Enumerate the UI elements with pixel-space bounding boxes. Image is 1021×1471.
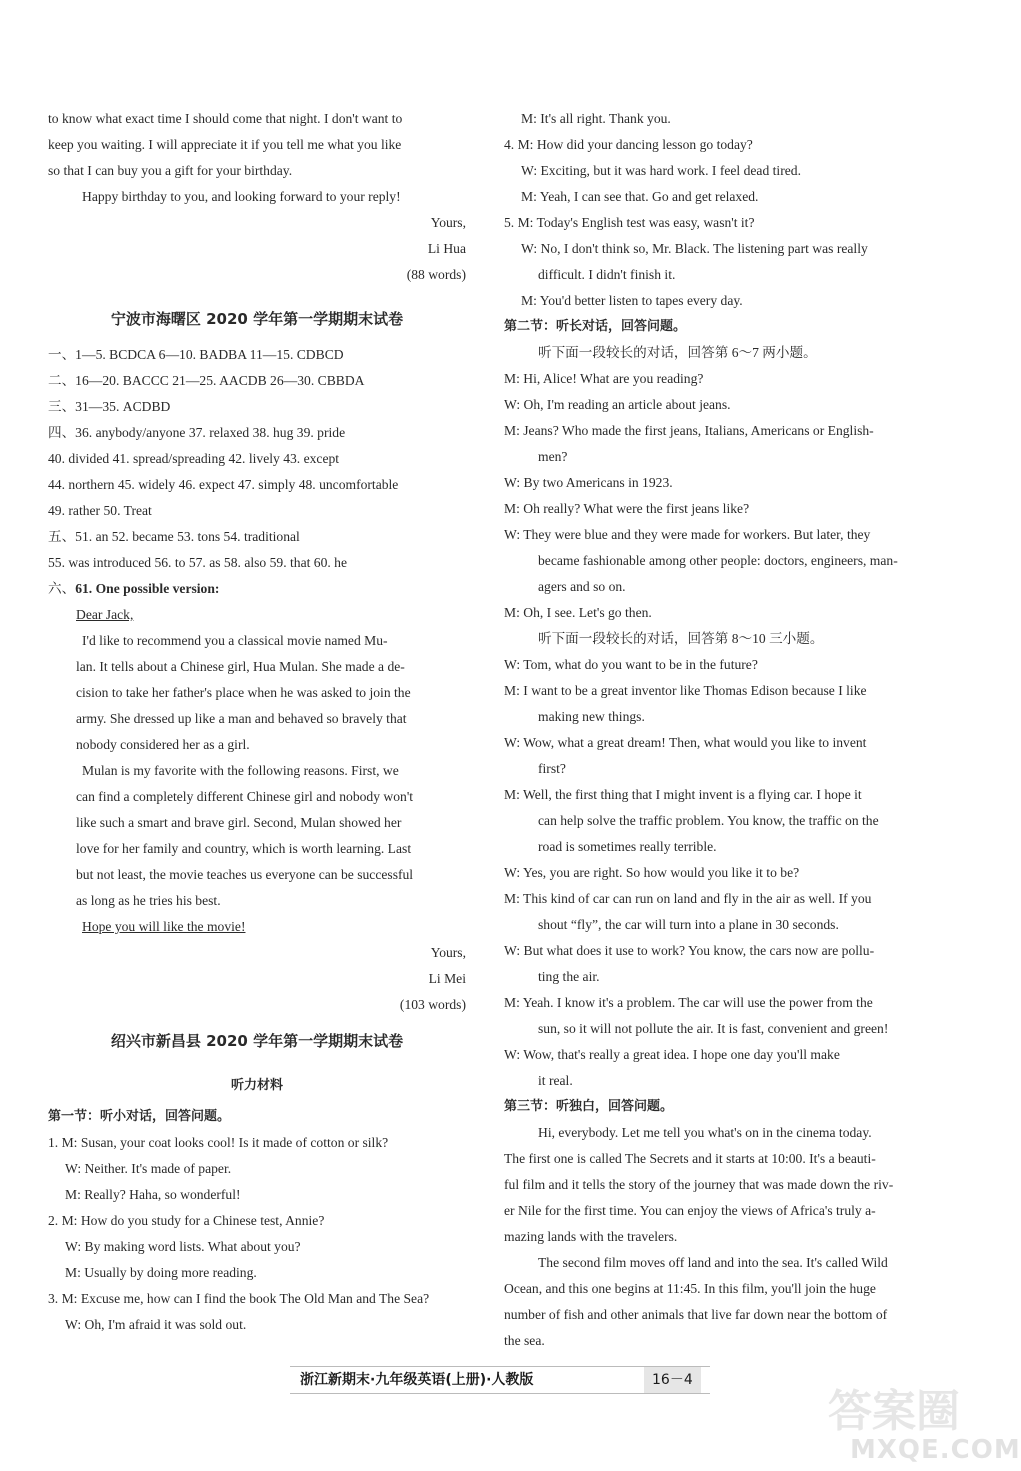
text-line: er Nile for the first time. You can enjoy the views of Africa's truly a- [504, 1203, 876, 1218]
answer-line: 49. rather 50. Treat [48, 503, 152, 518]
letter-closing: Happy birthday to you, and looking forward to your reply! [82, 189, 401, 204]
text-line: number of fish and other animals that live far down near the bottom of [504, 1307, 888, 1322]
part2-title: 第二节：听长对话，回答问题。 [504, 319, 687, 334]
dialogue-line: became fashionable among other people: doctors, engineers, man- [538, 553, 898, 568]
watermark-logo: 答案圈 [828, 1386, 960, 1437]
answer-line: 三、31—35. ACDBD [48, 399, 171, 414]
text-line: cision to take her father's place when he was asked to join the [76, 685, 411, 700]
text-line: mazing lands with the travelers. [504, 1229, 678, 1244]
letter-yours: Yours, [430, 945, 466, 960]
answer-line: 四、36. anybody/anyone 37. relaxed 38. hug 39. pride [48, 425, 346, 440]
letter-closing: Hope you will like the movie! [82, 919, 246, 934]
text-line: keep you waiting. I will appreciate it if you tell me what you like [48, 137, 402, 152]
watermark [820, 1375, 1021, 1465]
dialogue-line: W: They were blue and they were made for workers. But later, they [504, 527, 871, 542]
dialogue-line: M: It's all right. Thank you. [521, 111, 671, 126]
dialogue-line: road is sometimes really terrible. [538, 839, 717, 854]
answer-line: 二、16—20. BACCC 21—25. AACDB 26—30. CBBDA [48, 373, 365, 388]
instruction-line: 听下面一段较长的对话，回答第 6～7 两小题。 [538, 345, 817, 360]
dialogue-line: 4. M: How did your dancing lesson go today? [504, 137, 753, 152]
page-number: 16－4 [644, 1367, 701, 1393]
dialogue-line: ting the air. [538, 969, 600, 984]
dialogue-line: men? [538, 449, 568, 464]
answer-line: 55. was introduced 56. to 57. as 58. also 59. that 60. he [48, 555, 348, 570]
dialogue-line: can help solve the traffic problem. You know, the traffic on the [538, 813, 879, 828]
part3-title: 第三节：听独白，回答问题。 [504, 1099, 674, 1114]
dialogue-line: M: You'd better listen to tapes every day. [521, 293, 743, 308]
dialogue-line: W: Tom, what do you want to be in the future? [504, 657, 758, 672]
word-count: (103 words) [399, 997, 466, 1012]
dialogue-line: W: But what does it use to work? You know, the cars now are pollu- [504, 943, 875, 958]
dialogue-line: agers and so on. [538, 579, 626, 594]
right-column [504, 106, 942, 1354]
text-line: I'd like to recommend you a classical movie named Mu- [82, 633, 388, 648]
text-line: army. She dressed up like a man and behaved so bravely that [76, 711, 407, 726]
dialogue-line: 2. M: How do you study for a Chinese test, Annie? [48, 1213, 325, 1228]
dialogue-line: W: Wow, what a great dream! Then, what would you like to invent [504, 735, 867, 750]
text-line: like such a smart and brave girl. Second, Mulan showed her [76, 815, 402, 830]
dialogue-line: M: Yeah. I know it's a problem. The car will use the power from the [504, 995, 873, 1010]
dialogue-line: M: Usually by doing more reading. [65, 1265, 257, 1280]
dialogue-line: M: This kind of car can run on land and fly in the air as well. If you [504, 891, 872, 906]
dialogue-line: W: No, I don't think so, Mr. Black. The listening part was really [521, 241, 868, 256]
dialogue-line: M: Really? Haha, so wonderful! [65, 1187, 241, 1202]
answer-line: 五、51. an 52. became 53. tons 54. traditional [48, 529, 300, 544]
dialogue-line: sun, so it will not pollute the air. It is fast, convenient and green! [538, 1021, 889, 1036]
book-title: 浙江新期末·九年级英语(上册)·人教版 [300, 1372, 534, 1388]
dialogue-line: M: I want to be a great inventor like Thomas Edison because I like [504, 683, 867, 698]
letter-yours: Yours, [430, 215, 466, 230]
question-61-heading [48, 576, 466, 602]
exam-title-shaoxing: 绍兴市新昌县 2020 学年第一学期期末试卷 [110, 1032, 404, 1050]
text-line: Ocean, and this one begins at 11:45. In this film, you'll join the huge [504, 1281, 876, 1296]
version-label: 61. One possible version: [75, 581, 220, 596]
letter-salutation: Dear Jack, [76, 607, 134, 622]
answer-line: 一、1—5. BCDCA 6—10. BADBA 11—15. CDBCD [48, 347, 344, 362]
instruction-line: 听下面一段较长的对话，回答第 8～10 三小题。 [538, 631, 824, 646]
dialogue-line: difficult. I didn't finish it. [538, 267, 676, 282]
text-line: love for her family and country, which is worth learning. Last [76, 841, 412, 856]
dialogue-line: W: Wow, that's really a great idea. I hope one day you'll make [504, 1047, 840, 1062]
text-line: Hi, everybody. Let me tell you what's on in the cinema today. [538, 1125, 872, 1140]
listening-material-title: 听力材料 [230, 1078, 283, 1093]
text-line: but not least, the movie teaches us everyone can be successful [76, 867, 414, 882]
dialogue-line: W: By making word lists. What about you? [65, 1239, 301, 1254]
dialogue-line: M: Hi, Alice! What are you reading? [504, 371, 704, 386]
word-count: (88 words) [406, 267, 466, 282]
dialogue-line: W: Exciting, but it was hard work. I feel dead tired. [521, 163, 801, 178]
dialogue-line: M: Well, the first thing that I might invent is a flying car. I hope it [504, 787, 862, 802]
text-line: The second film moves off land and into the sea. It's called Wild [538, 1255, 888, 1270]
dialogue-line: shout “fly”, the car will turn into a plane in 30 seconds. [538, 917, 839, 932]
dialogue-line: W: By two Americans in 1923. [504, 475, 673, 490]
text-line: to know what exact time I should come that night. I don't want to [48, 111, 403, 126]
answer-line: 44. northern 45. widely 46. expect 47. simply 48. uncomfortable [48, 477, 399, 492]
dialogue-line: M: Yeah, I can see that. Go and get relaxed. [521, 189, 759, 204]
text-line: so that I can buy you a gift for your birthday. [48, 163, 293, 178]
dialogue-line: it real. [538, 1073, 573, 1088]
dialogue-line: M: Jeans? Who made the first jeans, Italians, Americans or English- [504, 423, 874, 438]
part1-title: 第一节：听小对话，回答问题。 [48, 1109, 231, 1124]
text-line: The first one is called The Secrets and it starts at 10:00. It's a beauti- [504, 1151, 876, 1166]
text-line: ful film and it tells the story of the journey that was made down the riv- [504, 1177, 894, 1192]
dialogue-line: 1. M: Susan, your coat looks cool! Is it made of cotton or silk? [48, 1135, 389, 1150]
text-line: can find a completely different Chinese girl and nobody won't [76, 789, 414, 804]
text-line: lan. It tells about a Chinese girl, Hua Mulan. She made a de- [76, 659, 405, 674]
answer-line: 40. divided 41. spread/spreading 42. lively 43. except [48, 451, 340, 466]
text-line: Mulan is my favorite with the following reasons. First, we [82, 763, 399, 778]
dialogue-line: first? [538, 761, 566, 776]
exam-title-ningbo: 宁波市海曙区 2020 学年第一学期期末试卷 [110, 310, 404, 328]
dialogue-line: M: Oh, I see. Let's go then. [504, 605, 652, 620]
dialogue-line: 5. M: Today's English test was easy, wasn't it? [504, 215, 755, 230]
page-footer [290, 1366, 710, 1394]
letter-signature: Li Mei [428, 971, 466, 986]
section-marker: 六、 [48, 581, 76, 597]
dialogue-line: 3. M: Excuse me, how can I find the book The Old Man and The Sea? [48, 1291, 430, 1306]
dialogue-line: making new things. [538, 709, 645, 724]
letter-signature: Li Hua [427, 241, 466, 256]
text-line: nobody considered her as a girl. [76, 737, 250, 752]
dialogue-line: M: Oh really? What were the first jeans like? [504, 501, 750, 516]
text-line: the sea. [504, 1333, 545, 1348]
dialogue-line: W: Neither. It's made of paper. [65, 1161, 232, 1176]
left-column [48, 106, 466, 1338]
text-line: as long as he tries his best. [76, 893, 221, 908]
dialogue-line: W: Oh, I'm reading an article about jeans. [504, 397, 731, 412]
dialogue-line: W: Oh, I'm afraid it was sold out. [65, 1317, 247, 1332]
watermark-site: MXQE.COM [850, 1435, 1021, 1465]
dialogue-line: W: Yes, you are right. So how would you like it to be? [504, 865, 800, 880]
